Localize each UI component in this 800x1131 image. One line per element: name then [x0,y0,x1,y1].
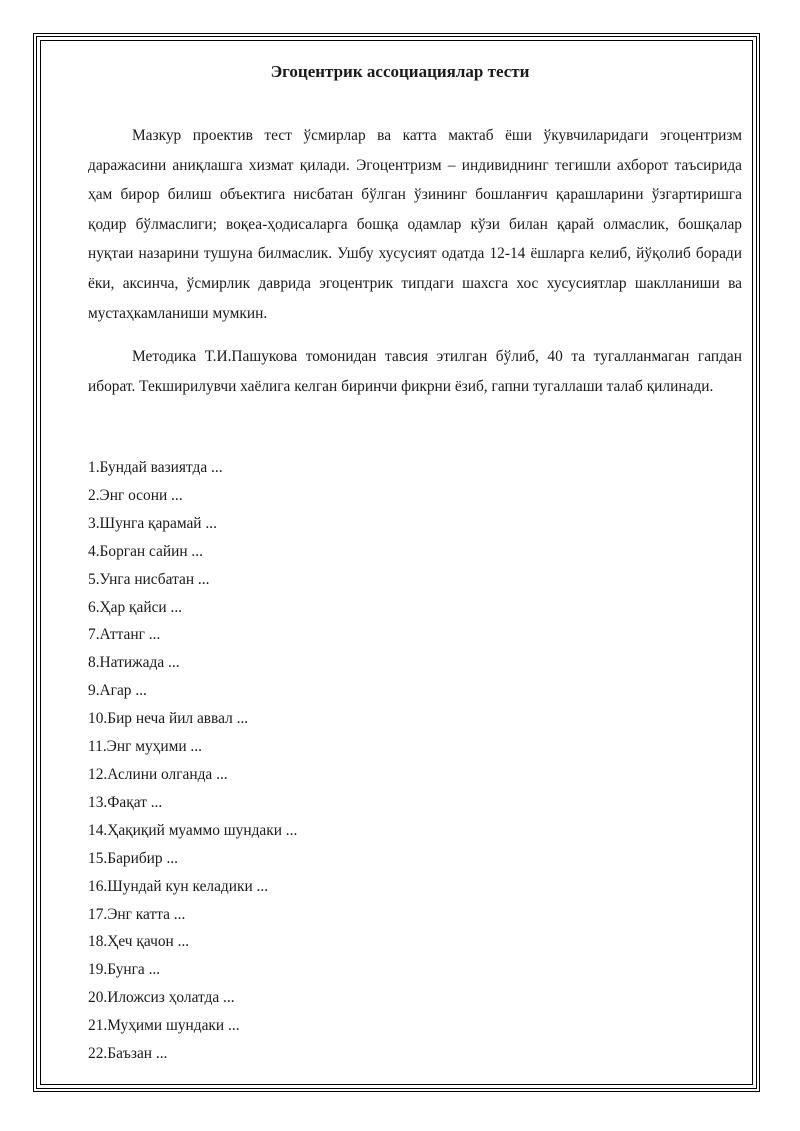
sentence-list [88,454,297,1068]
list-item: 11.Энг муҳими ... [88,738,202,756]
list-item: 5.Унга нисбатан ... [88,570,210,588]
list-item: 12.Аслини олганда ... [88,765,228,783]
list-item: 2.Энг осони ... [88,486,183,504]
list-item: 20.Иложсиз ҳолатда ... [88,989,235,1007]
list-item: 18.Ҳеч қачон ... [88,933,190,951]
list-item: 16.Шундай кун келадики ... [88,877,269,895]
list-item: 8.Натижада ... [88,654,180,672]
intro-paragraph: Мазкур проектив тест ўсмирлар ва катта мактаб ёши ўкувчиларидаги эгоцентризм даражасини аниқлашга хизмат қилади. Эгоцентризм – индивиднинг тегишли ахборот таъсирида ҳам бирор билиш объектига нисбатан бўлган ўзининг бошланғич қарашларини ўзгартиришга қодир бўлмаслиги; воқеа-ҳодисаларга бошқа одамлар кўзи билан қарай олмаслик, бошқалар нуқтаи назарини тушуна билмаслик. Ушбу хусусият одатда 12-14 ёшларга келиб, йўқолиб боради ёки, аксинча, ўсмирлик даврида эгоцентрик типдаги шахсга хос хусусиятлар шаклланиши ва мустаҳкамланиши мумкин. [88,127,742,322]
list-item: 7.Аттанг ... [88,626,161,644]
list-item: 14.Ҳақиқий муаммо шундаки ... [88,821,298,839]
list-item: 13.Фақат ... [88,793,163,811]
method-paragraph: Методика Т.И.Пашукова томонидан тавсия этилган бўлиб, 40 та тугалланмаган гапдан иборат. Текширилувчи хаёлига келган биринчи фикрни ёзиб, гапни тугаллаши талаб қилинади. [88,348,742,395]
list-item: 15.Барибир ... [88,849,178,867]
list-item: 17.Энг катта ... [88,905,186,923]
list-item: 10.Бир неча йил аввал ... [88,710,249,728]
document-title: Эгоцентрик ассоциациялар тести [270,62,530,81]
list-item: 3.Шунга қарамай ... [88,514,217,532]
list-item: 1.Бундай вазиятда ... [88,459,223,476]
list-item: 21.Муҳими шундаки ... [88,1017,240,1035]
list-item: 6.Ҳар қайси ... [88,598,183,616]
list-item: 4.Борган сайин ... [88,542,203,560]
list-item: 22.Баъзан ... [88,1045,168,1063]
list-item: 9.Агар ... [88,682,147,700]
list-item: 19.Бунга ... [88,961,161,979]
